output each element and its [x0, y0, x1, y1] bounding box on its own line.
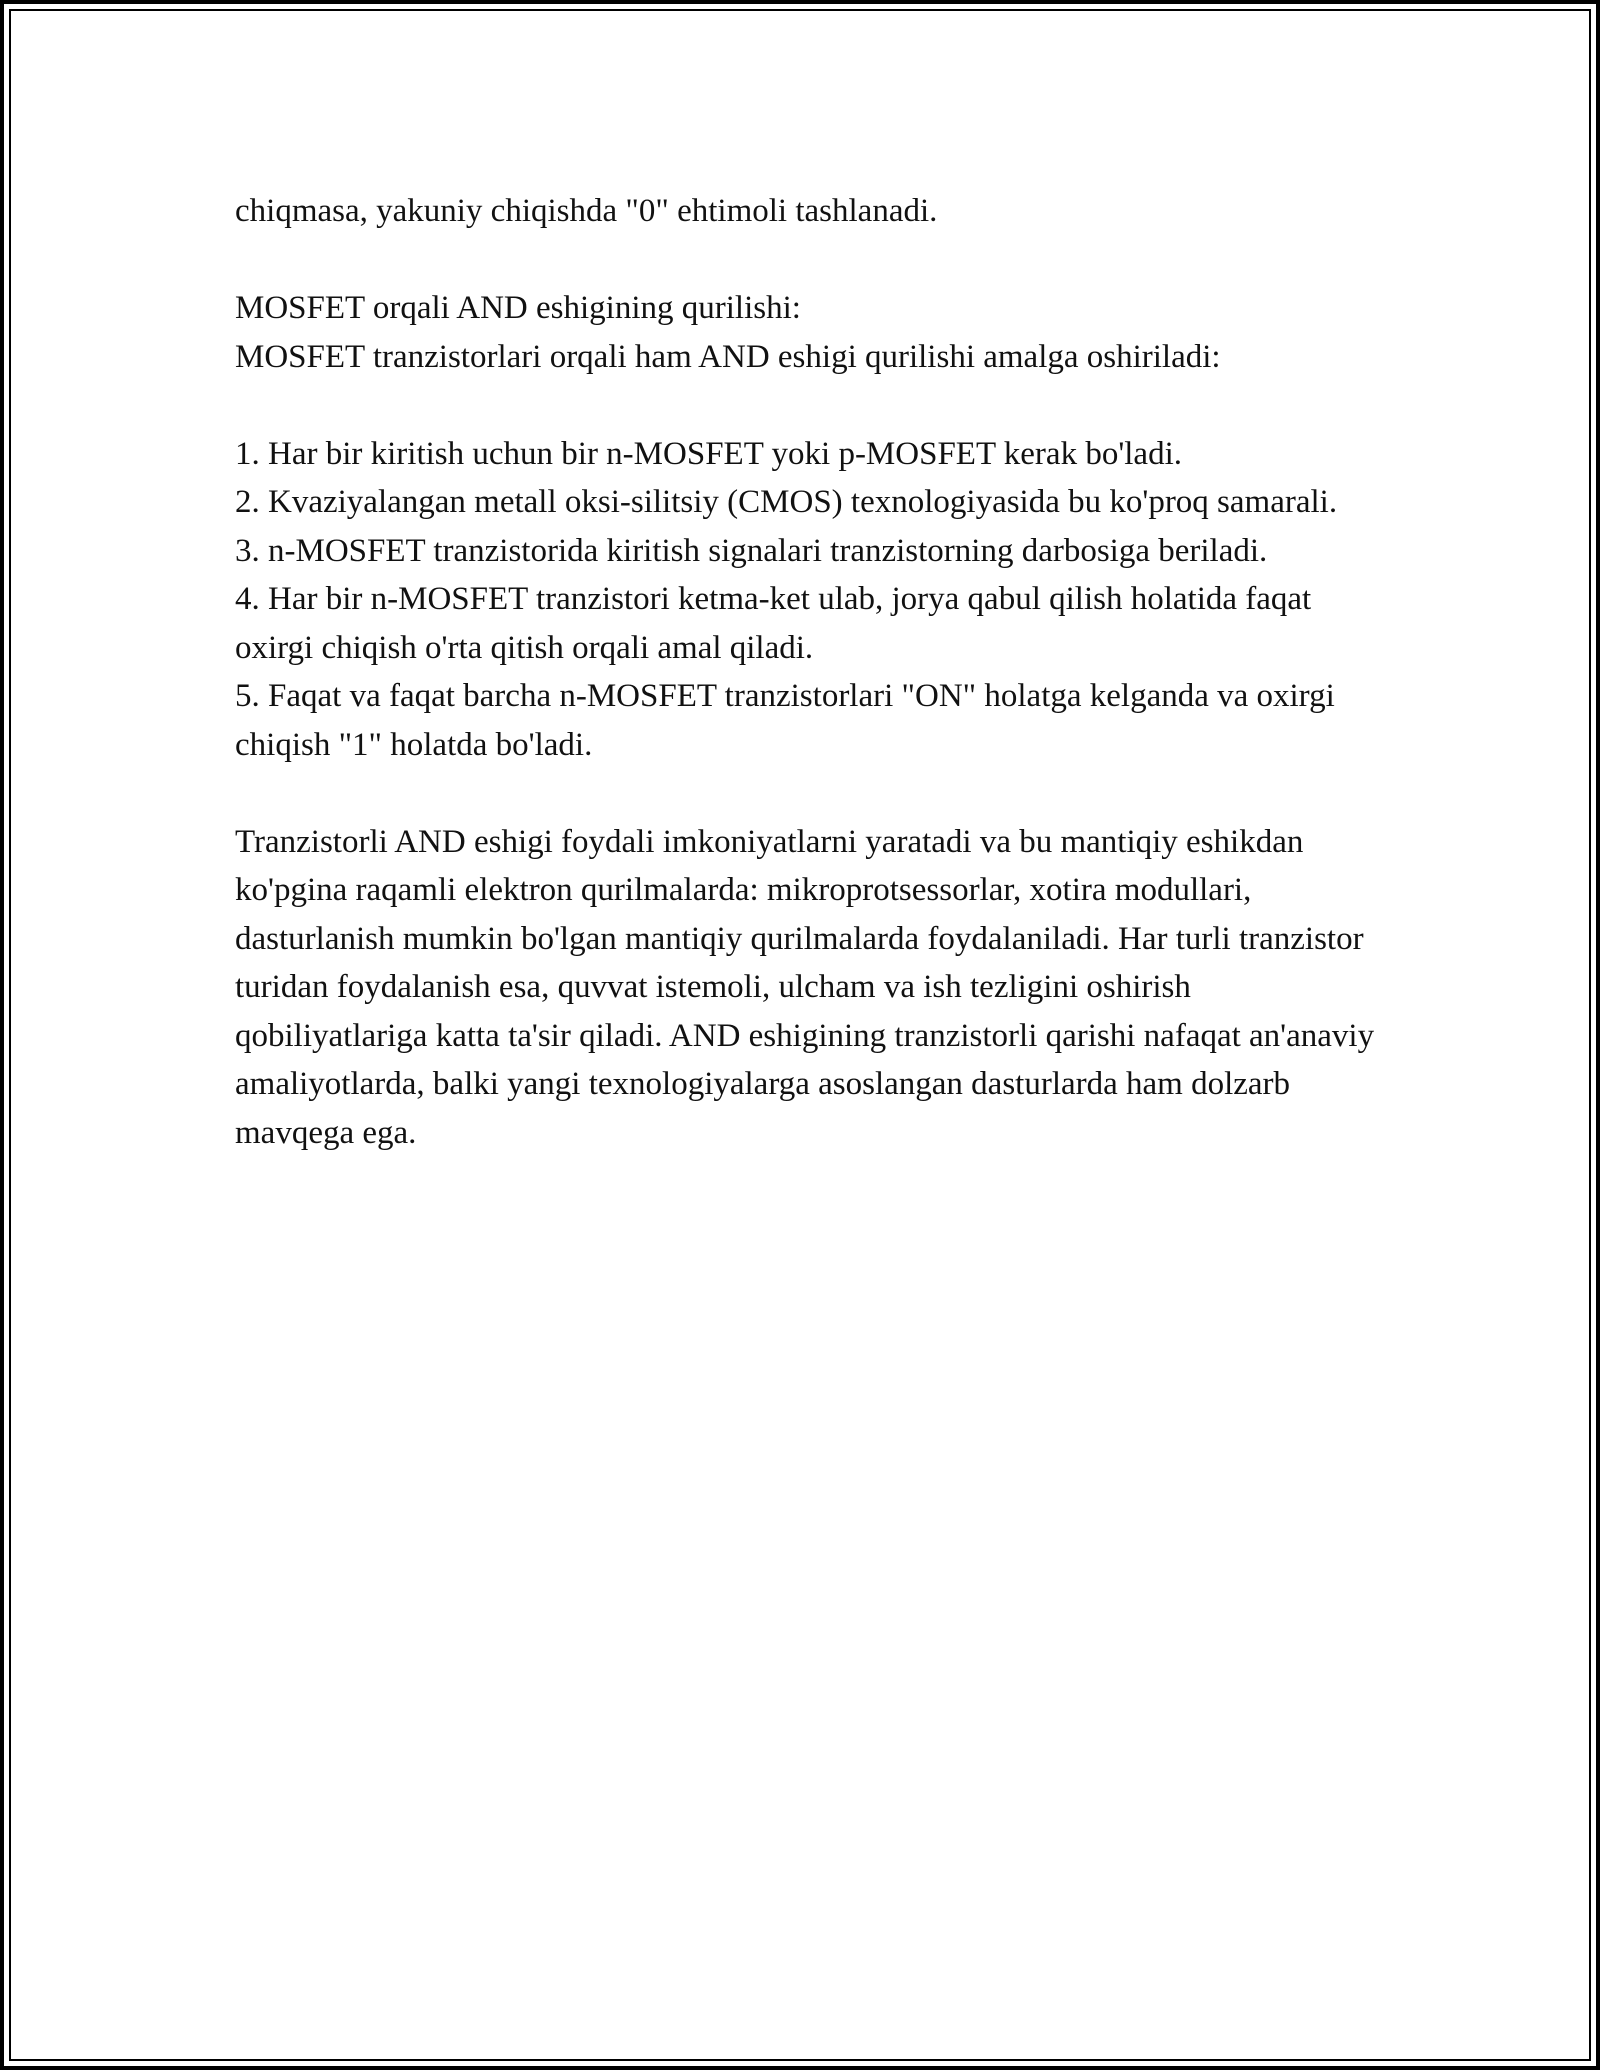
paragraph-gap	[235, 236, 1385, 285]
paragraph-gap	[235, 769, 1385, 818]
list-item-1: 1. Har bir kiritish uchun bir n-MOSFET yoki p-MOSFET kerak bo'ladi.	[235, 435, 1182, 472]
conclusion-paragraph: Tranzistorli AND eshigi foydali imkoniyatlarni yaratadi va bu mantiqiy eshikdan ko'pgina raqamli elektron qurilmalarda: mikroprotsessorlar, xotira modullari, dasturlanish mumkin bo'lgan mantiqiy qurilmalarda foydalaniladi. Har turli tranzistor turidan foydalanish esa, quvvat istemoli, ulcham va ish tezligini oshirish qobiliyatlariga katta ta'sir qiladi. AND eshigining tranzistorli qarishi nafaqat an'anaviy amaliyotlarda, balki yangi texnologiyalarga asoslangan dasturlarda ham dolzarb mavqega ega.	[235, 823, 1375, 1151]
section-intro: MOSFET tranzistorlari orqali ham AND eshigi qurilishi amalga oshiriladi:	[235, 338, 1221, 375]
list-item-4: 4. Har bir n-MOSFET tranzistori ketma-ket ulab, jorya qabul qilish holatida faqat oxirgi chiqish o'rta qitish orqali amal qiladi.	[235, 581, 1312, 666]
paragraph-gap	[235, 381, 1385, 430]
list-item-5: 5. Faqat va faqat barcha n-MOSFET tranzistorlari "ON" holatga kelganda va oxirgi chiqish "1" holatda bo'ladi.	[235, 678, 1335, 763]
section-heading: MOSFET orqali AND eshigining qurilishi:	[235, 290, 801, 326]
list-item-3: 3. n-MOSFET tranzistorida kiritish signalari tranzistorning darbosiga beriladi.	[235, 532, 1268, 569]
paragraph-continuation: chiqmasa, yakuniy chiqishda "0" ehtimoli tashlanadi.	[235, 193, 938, 229]
list-item-2: 2. Kvaziyalangan metall oksi-silitsiy (CMOS) texnologiyasida bu ko'proq samarali.	[235, 484, 1338, 520]
document-body	[235, 187, 1385, 1157]
